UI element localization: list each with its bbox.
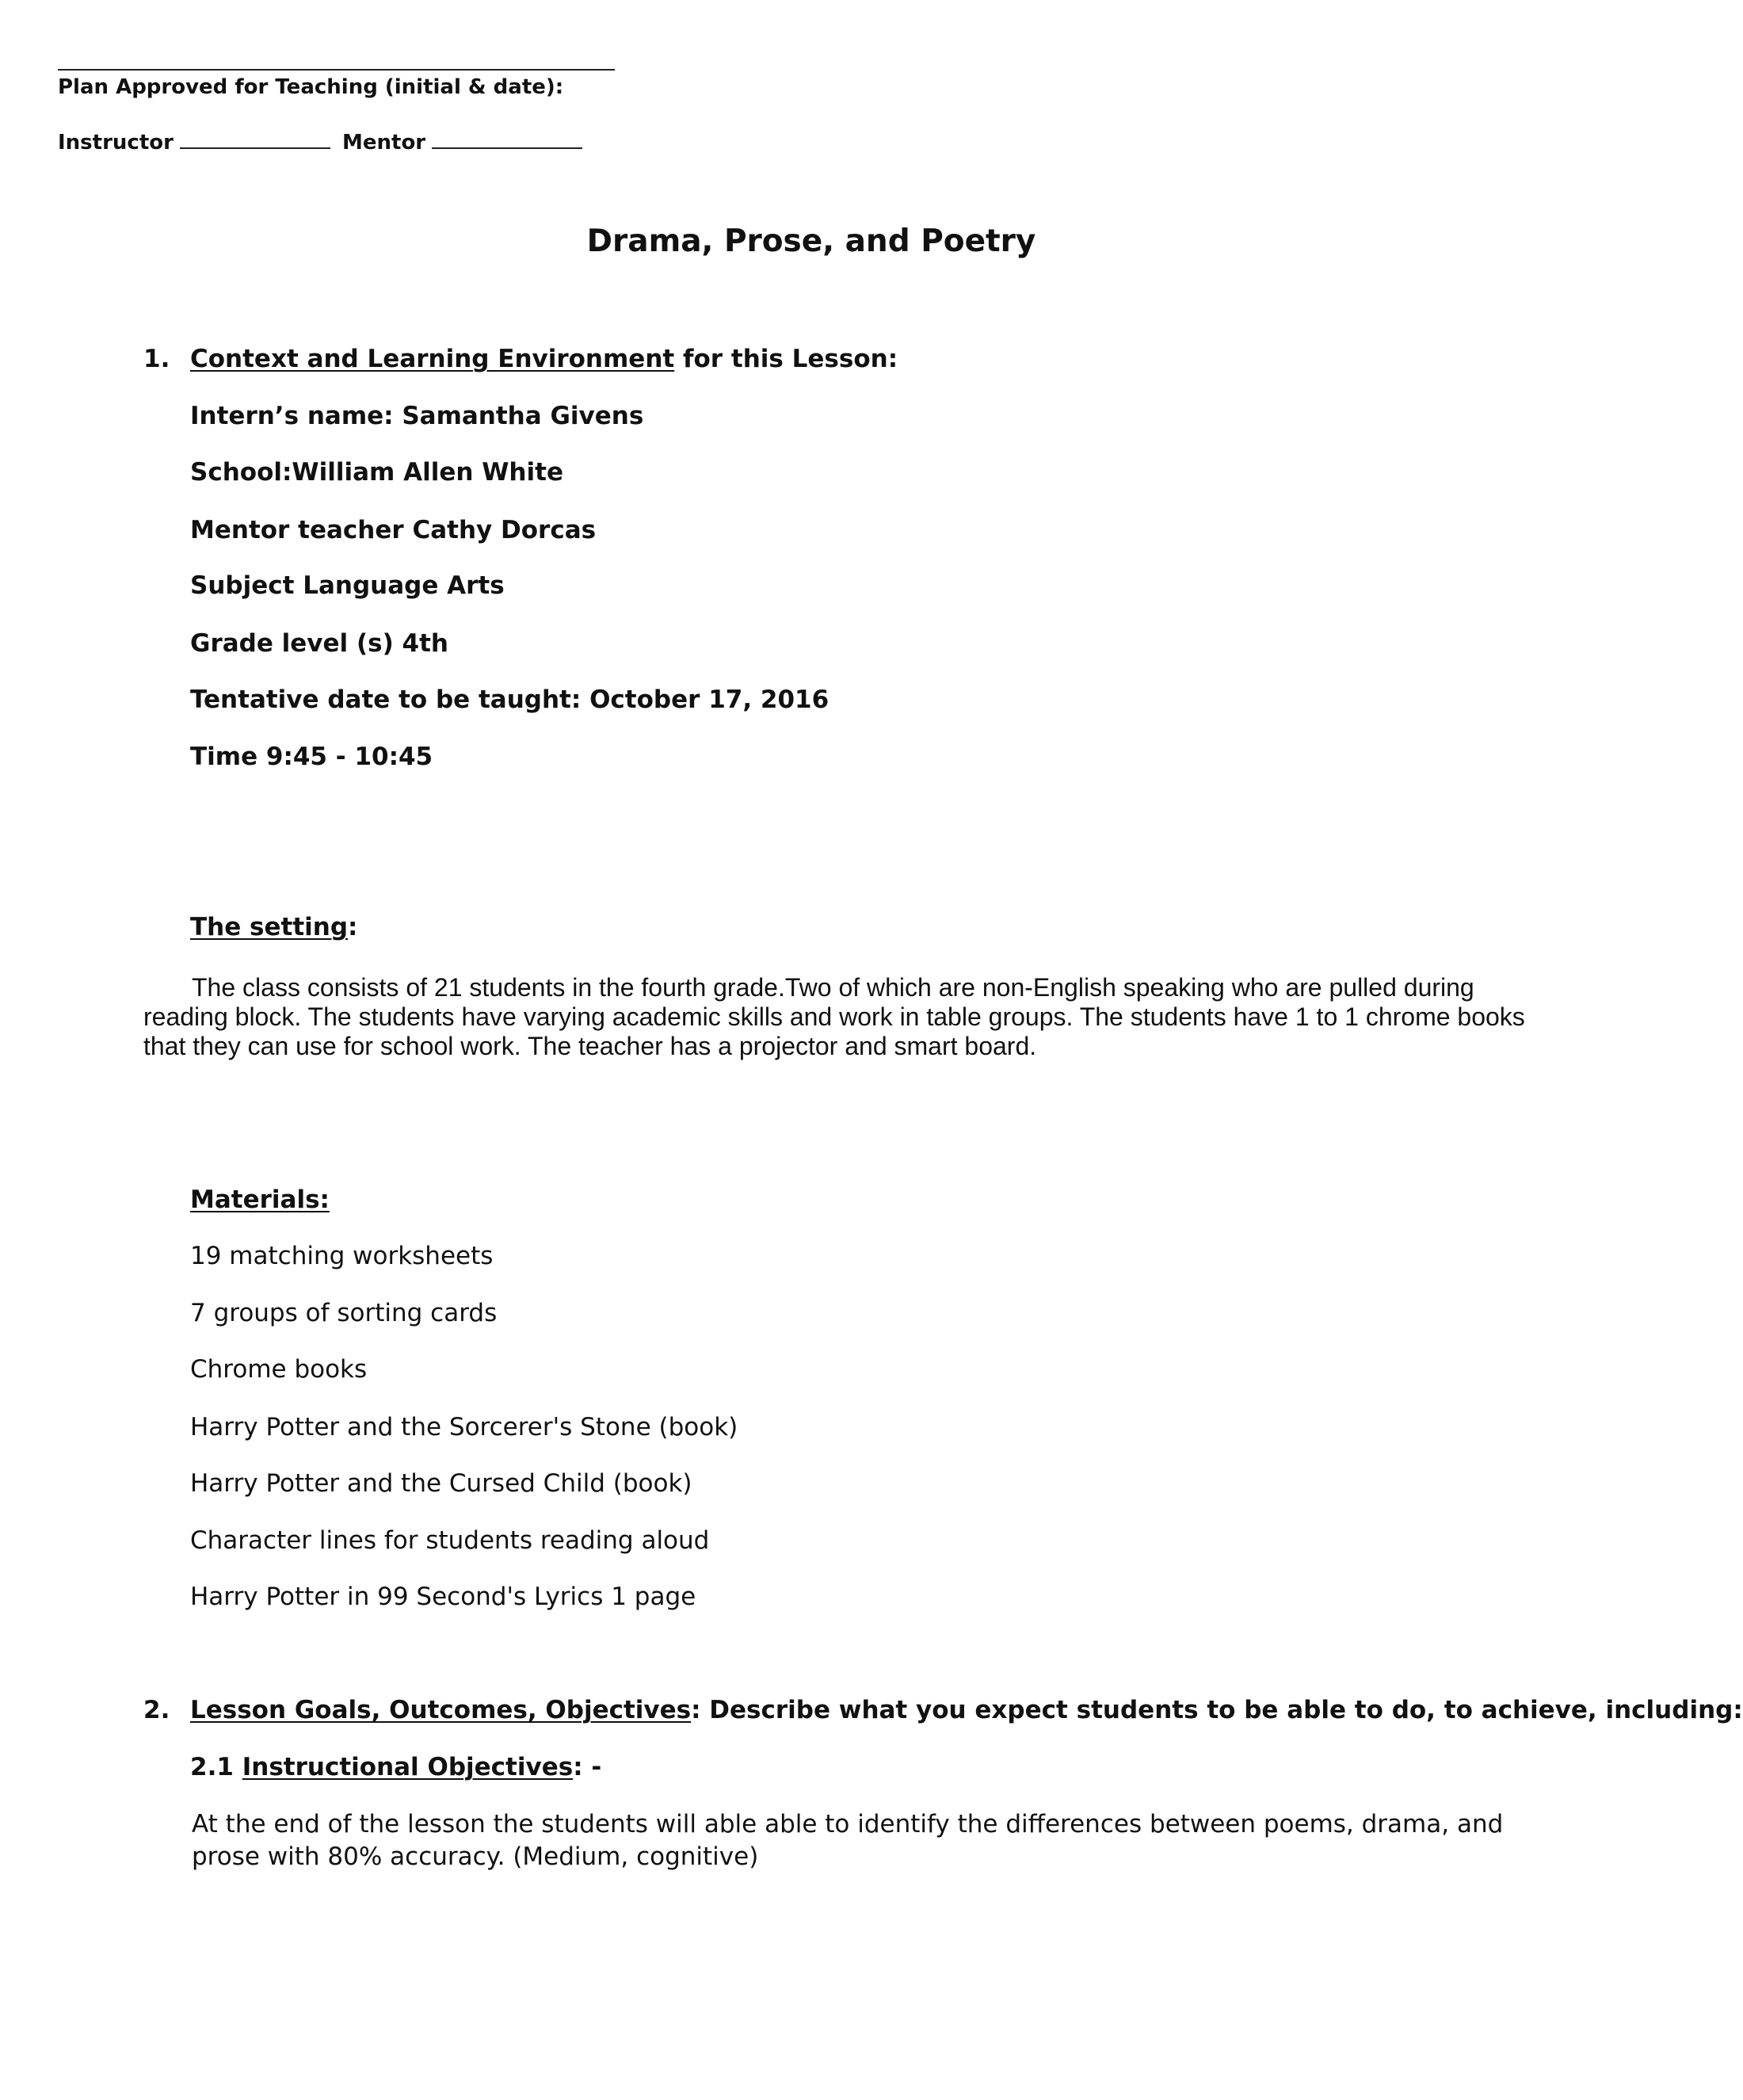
material-item: Harry Potter in 99 Second's Lyrics 1 page <box>190 1583 696 1611</box>
objective-paragraph: At the end of the lesson the students will able able to identify the differences between poems, drama, and prose with 80% accuracy. (Medium, cognitive) <box>192 1810 1504 1871</box>
page-title: Drama, Prose, and Poetry <box>586 223 1036 259</box>
materials-heading-underlined: Materials: <box>190 1186 330 1214</box>
setting-paragraph: The class consists of 21 students in the fourth grade.Two of which are non-English speaking who are pulled during reading block. The students have varying academic skills and work in table groups. The students have 1 to 1 chrome books that they can use for school work. The teacher has a projector and smart board. <box>143 973 1525 1060</box>
subsection-number: 2.1 <box>190 1753 242 1781</box>
mentor-blank <box>432 147 582 149</box>
section-2-heading-rest: : Describe what you expect students to be able to do, to achieve, including: <box>691 1696 1743 1724</box>
material-item: Harry Potter and the Cursed Child (book) <box>190 1469 692 1498</box>
setting-heading-underlined: The setting <box>190 913 349 941</box>
section-1-heading-rest: for this Lesson: <box>674 345 898 373</box>
setting-heading <box>190 912 357 942</box>
materials-heading <box>190 1185 330 1215</box>
instructional-objectives-rest: : - <box>573 1753 602 1781</box>
section-1-number: 1. <box>143 345 170 373</box>
mentor-teacher-field: Mentor teacher Cathy Dorcas <box>190 516 597 544</box>
section-2-heading-underlined: Lesson Goals, Outcomes, Objectives <box>190 1696 692 1724</box>
mentor-label: Mentor <box>342 131 426 155</box>
section-1-heading-underlined: Context and Learning Environment <box>190 345 675 373</box>
instructor-signoff <box>58 130 330 155</box>
instructional-objectives-heading <box>190 1752 601 1782</box>
section-1-heading <box>190 344 898 374</box>
section-2-number: 2. <box>143 1696 170 1724</box>
school-field: School:William Allen White <box>190 458 563 487</box>
material-item: Chrome books <box>190 1355 368 1384</box>
instructor-label: Instructor <box>58 131 174 155</box>
instructional-objectives-underlined: Instructional Objectives <box>242 1753 574 1781</box>
signature-line <box>58 69 615 71</box>
tentative-date-field: Tentative date to be taught: October 17, 2016 <box>190 685 830 714</box>
material-item: 7 groups of sorting cards <box>190 1299 498 1327</box>
subject-field: Subject Language Arts <box>190 571 505 600</box>
material-item: Character lines for students reading aloud <box>190 1526 710 1555</box>
grade-level-field: Grade level (s) 4th <box>190 629 448 658</box>
material-item: Harry Potter and the Sorcerer's Stone (book) <box>190 1413 738 1441</box>
material-item: 19 matching worksheets <box>190 1242 494 1270</box>
approval-heading: Plan Approved for Teaching (initial & date): <box>58 75 564 99</box>
time-field: Time 9:45 - 10:45 <box>190 743 433 771</box>
mentor-signoff <box>342 130 582 155</box>
intern-name-field: Intern’s name: Samantha Givens <box>190 402 644 430</box>
section-2-heading <box>190 1695 1743 1725</box>
instructor-blank <box>180 147 330 149</box>
setting-heading-colon: : <box>348 913 358 941</box>
